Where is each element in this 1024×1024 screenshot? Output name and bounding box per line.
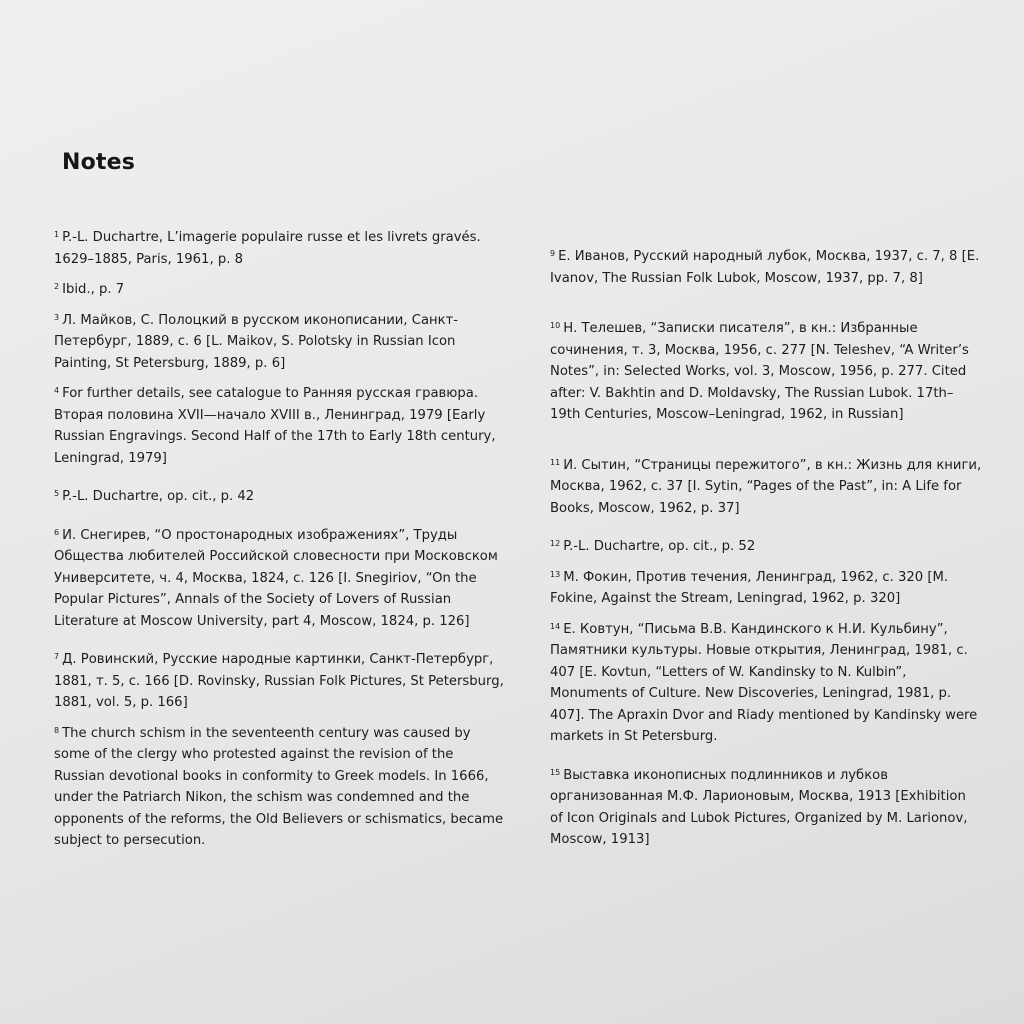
note-9	[550, 243, 982, 289]
note-10	[550, 315, 982, 426]
note-text: Д. Ровинский, Русские народные картинки, Санкт-Петербург, 1881, т. 5, с. 166 [D. Rovinsky, Russian Folk Pictures, St Petersburg, 1881, vol. 5, p. 166]	[54, 652, 504, 710]
note-15	[550, 762, 982, 851]
notes-column-left	[54, 224, 504, 862]
note-text: P.-L. Duchartre, op. cit., p. 42	[62, 489, 255, 504]
note-text: И. Сытин, “Страницы пережитого”, в кн.: Жизнь для книги, Москва, 1962, с. 37 [I. Sytin, “Pages of the Past”, in: A Life for Books, Moscow, 1962, p. 37]	[550, 457, 982, 516]
notes-column-right	[550, 243, 982, 861]
note-number: 3	[54, 312, 60, 322]
note-text: P.-L. Duchartre, L’imagerie populaire russe et les livrets gravés. 1629–1885, Paris, 1961, p. 8	[54, 230, 481, 267]
note-8	[54, 720, 504, 852]
note-number: 7	[54, 652, 60, 661]
note-11	[550, 452, 982, 520]
note-text: Л. Майков, С. Полоцкий в русском иконописании, Санкт-Петербург, 1889, с. 6 [L. Maikov, S. Polotsky in Russian Icon Painting, St Petersburg, 1889, p. 6]	[54, 312, 459, 371]
note-4	[54, 380, 504, 469]
note-text: Ibid., p. 7	[62, 282, 125, 297]
note-number: 6	[54, 527, 60, 537]
note-text: И. Снегирев, “О простонародных изображениях”, Труды Общества любителей Российской словесности при Московском Университете, ч. 4, Москва, 1824, с. 126 [I. Snegiriov, “On the Popular Pictures”, Annals of the Society of Lovers of Russian Literature at Moscow University, part 4, Moscow, 1824, p. 126]	[54, 527, 498, 629]
note-number: 11	[550, 457, 561, 467]
note-14	[550, 616, 982, 748]
note-number: 13	[550, 569, 561, 579]
note-2	[54, 276, 504, 301]
note-number: 12	[550, 539, 561, 548]
note-number: 14	[550, 621, 561, 631]
note-text: P.-L. Duchartre, op. cit., p. 52	[563, 539, 756, 554]
note-number: 1	[54, 230, 60, 239]
note-1	[54, 224, 504, 270]
note-number: 5	[54, 489, 60, 498]
note-text: Н. Телешев, “Записки писателя”, в кн.: Избранные сочинения, т. 3, Москва, 1956, с. 277 [N. Teleshev, “A Writer’s Notes”, in: Selected Works, vol. 3, Moscow, 1956, p. 277. Cited after: V. Bakhtin and D. Moldavsky, The Russian Lubok. 17th–19th Centuries, Moscow–Leningrad, 1962, in Russian]	[550, 321, 969, 422]
note-text: For further details, see catalogue to Ранняя русская гравюра. Вторая половина XVII—начало XVIII в., Ленинград, 1979 [Early Russian Engravings. Second Half of the 17th to Early 18th century, Leningrad, 1979]	[54, 386, 496, 466]
note-text: Е. Ковтун, “Письма В.В. Кандинского к Н.И. Кульбину”, Памятники культуры. Новые открытия, Ленинград, 1981, с. 407 [E. Kovtun, “Letters of W. Kandinsky to N. Kulbin”, Monuments of Culture. New Discoveries, Leningrad, 1981, p. 407]. The Apraxin Dvor and Riady mentioned by Kandinsky were markets in St Petersburg.	[550, 621, 978, 744]
note-7	[54, 646, 504, 714]
note-number: 15	[550, 767, 561, 777]
note-number: 10	[550, 321, 561, 330]
note-text: Е. Иванов, Русский народный лубок, Москва, 1937, с. 7, 8 [E. Ivanov, The Russian Folk Lubok, Moscow, 1937, pp. 7, 8]	[550, 249, 980, 286]
note-5	[54, 483, 504, 508]
note-text: М. Фокин, Против течения, Ленинград, 1962, с. 320 [M. Fokine, Against the Stream, Leningrad, 1962, p. 320]	[550, 569, 949, 606]
note-number: 9	[550, 249, 556, 258]
note-number: 2	[54, 282, 60, 291]
note-13	[550, 564, 982, 610]
note-3	[54, 307, 504, 375]
note-text: The church schism in the seventeenth century was caused by some of the clergy who protested against the revision of the Russian devotional books in conformity to Greek models. In 1666, under the Patriarch Nikon, the schism was condemned and the opponents of the reforms, the Old Believers or schismatics, became subject to persecution.	[54, 725, 504, 848]
note-6	[54, 522, 504, 633]
note-12	[550, 533, 982, 558]
note-number: 4	[54, 386, 60, 395]
note-number: 8	[54, 725, 60, 735]
note-text: Выставка иконописных подлинников и лубков организованная М.Ф. Ларионовым, Москва, 1913 [Exhibition of Icon Originals and Lubok Pictures, Organized by M. Larionov, Moscow, 1913]	[550, 767, 968, 847]
page-title: Notes	[62, 150, 136, 175]
